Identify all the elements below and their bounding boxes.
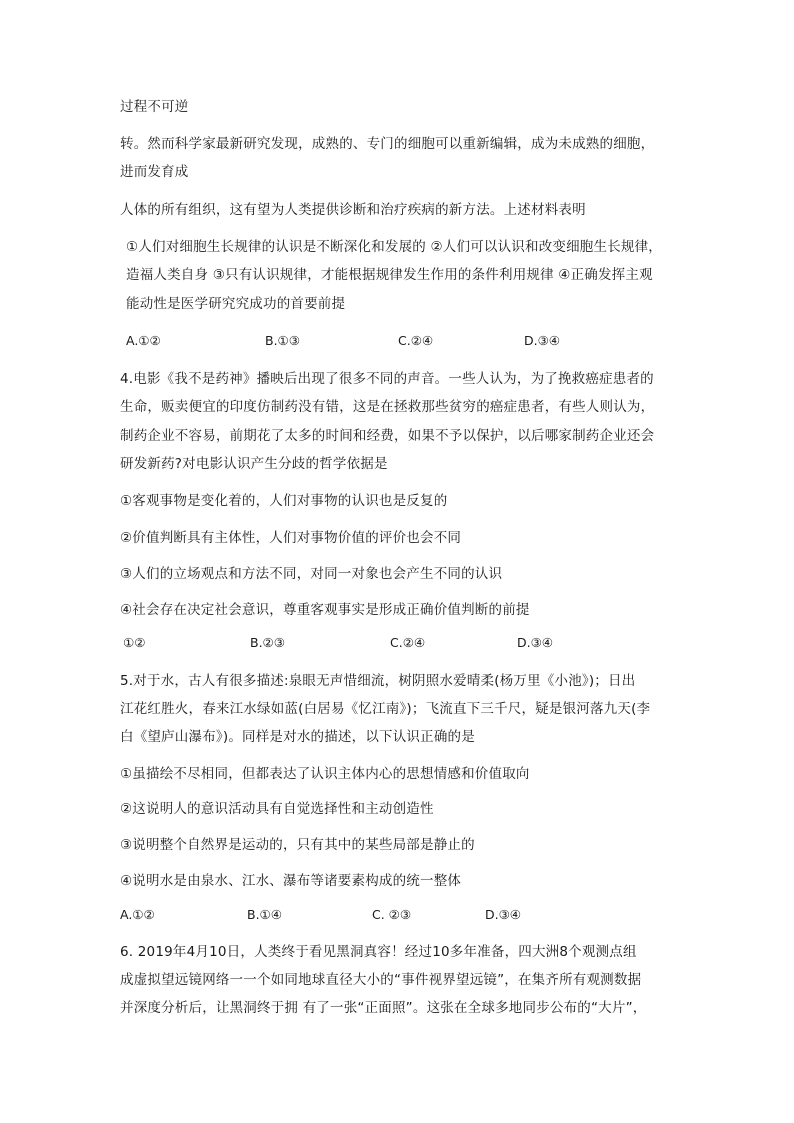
intro-line-3: 进而发育成 (120, 164, 189, 180)
q4-option-c: C.②④ (390, 635, 426, 650)
q4-option-a: ①② (123, 635, 146, 650)
q4-line-1: 4.电影《我不是药神》播映后出现了很多不同的声音。一些人认为，为了挽救癌症患者的 (120, 371, 654, 387)
intro-option-b: B.①③ (265, 333, 300, 348)
q4-statement-3: ③人们的立场观点和方法不同，对同一对象也会产生不同的认识 (120, 566, 503, 582)
q5-line-2: 江花红胜火，春来江水绿如蓝(白居易《忆江南》)；飞流直下三千尺，疑是银河落九天(李 (120, 701, 651, 717)
q4-statement-1: ①客观事物是变化着的，人们对事物的认识也是反复的 (120, 493, 448, 509)
q5-line-1: 5.对于水，古人有很多描述:泉眼无声惜细流，树阴照水爱晴柔(杨万里《小池》)；日出 (120, 673, 636, 689)
intro-option-a: A.①② (126, 333, 161, 348)
intro-option-c: C.②④ (398, 333, 434, 348)
q4-line-2: 生命，贩卖便宜的印度仿制药没有错，这是在拯救那些贫穷的癌症患者，有些人则认为， (120, 399, 655, 415)
q5-statement-3: ③说明整个自然界是运动的，只有其中的某些局部是静止的 (120, 837, 475, 853)
q4-line-3: 制药企业不容易，前期花了太多的时间和经费，如果不予以保护，以后哪家制药企业还会 (120, 428, 655, 444)
q5-option-c: C. ②③ (372, 907, 412, 922)
q5-option-d: D.③④ (485, 907, 522, 922)
q6-line-3: 并深度分析后，让黑洞终于拥 有了一张“正面照”。这张在全球多地同步公布的“大片”， (120, 1000, 647, 1016)
q5-statement-4: ④说明水是由泉水、江水、瀑布等诸要素构成的统一整体 (120, 873, 462, 889)
q5-option-b: B.①④ (247, 907, 282, 922)
q4-statement-4: ④社会存在决定社会意识，尊重客观事实是形成正确价值判断的前提 (120, 602, 530, 618)
q4-statement-2: ②价值判断具有主体性，人们对事物价值的评价也会不同 (120, 530, 462, 546)
q4-line-4: 研发新药?对电影认识产生分歧的哲学依据是 (120, 456, 388, 472)
q4-option-b: B.②③ (250, 635, 285, 650)
intro-line-1: 过程不可逆 (120, 99, 189, 115)
q5-statement-2: ②这说明人的意识活动具有自觉选择性和主动创造性 (120, 801, 434, 817)
q5-option-a: A.①② (120, 907, 155, 922)
intro-statement-1: ①人们对细胞生长规律的认识是不断深化和发展的 ②人们可以认识和改变细胞生长规律， (126, 239, 662, 255)
intro-statement-2: 造福人类自身 ③只有认识规律，才能根据规律发生作用的条件利用规律 ④正确发挥主观 (126, 267, 653, 283)
intro-line-2: 转。然而科学家最新研究发现，成熟的、专门的细胞可以重新编辑，成为未成熟的细胞， (120, 136, 655, 152)
intro-option-d: D.③④ (524, 333, 561, 348)
intro-statement-3: 能动性是医学研究究成功的首要前提 (126, 296, 346, 312)
q6-line-2: 成虚拟望远镜网络一一个如同地球直径大小的“事件视界望远镜”，在集齐所有观测数据 (120, 972, 642, 988)
q5-line-3: 白《望庐山瀑布》)。同样是对水的描述，以下认识正确的是 (120, 729, 475, 745)
intro-line-4: 人体的所有组织，这有望为人类提供诊断和治疗疾病的新方法。上述材料表明 (120, 202, 586, 218)
q6-line-1: 6. 2019年4月10日，人类终于看见黑洞真容！经过10多年准备，四大洲8个观测点组 (120, 944, 637, 960)
q4-option-d: D.③④ (517, 635, 554, 650)
q5-statement-1: ①虽描绘不尽相同，但都表达了认识主体内心的思想情感和价值取向 (120, 766, 530, 782)
